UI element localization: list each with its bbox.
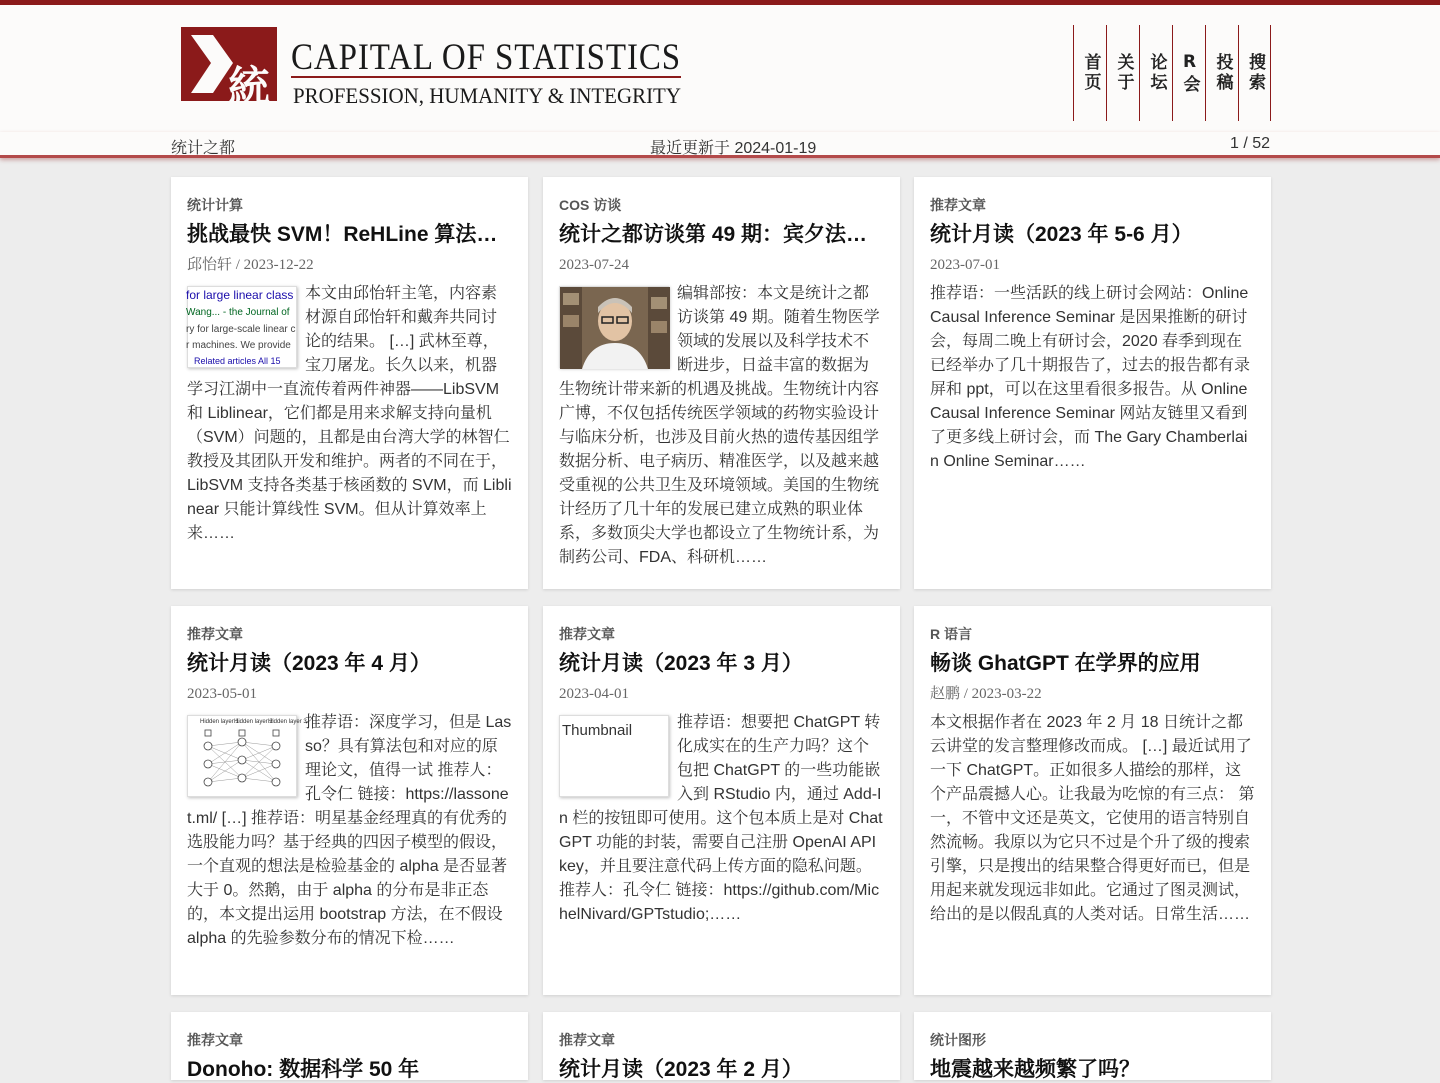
post-thumbnail[interactable] xyxy=(187,286,297,368)
logo-glyph: 統 xyxy=(228,62,271,111)
post-title[interactable]: 统计月读（2023 年 3 月） xyxy=(559,652,803,675)
post-category[interactable]: COS 访谈 xyxy=(559,197,622,213)
thumb-line-2: Wang... - the Journal of xyxy=(186,307,290,318)
post-meta: 2023-07-24 xyxy=(559,257,629,273)
nav-about-label: 关于 xyxy=(1113,53,1134,93)
post-title[interactable]: 地震越来越频繁了吗？ xyxy=(930,1058,1140,1081)
post-card xyxy=(543,606,900,995)
post-card xyxy=(171,1012,528,1080)
post-excerpt: 编辑部按：本文是统计之都访谈第 49 期。随着生物医学领域的发展以及科学技术不断进步，日益丰富的数据为生物统计带来新的机遇及挑战。生物统计内容广博，不仅包括传统医学领域的药物实验设计与临床分析，也涉及目前火热的遗传基因组学数据分析、电子病历、精准医学，以及越来越受重视的公共卫生及环境领域。美国的生物统计经历了几十年的发展已建立成熟的职业体系，多数顶尖大学也都设立了生物统计系，为制药公司、FDA、科研机…… xyxy=(559,285,880,566)
portrait-photo-image xyxy=(560,287,670,369)
post-title[interactable]: 统计月读（2023 年 5-6 月） xyxy=(930,223,1193,246)
site-name[interactable]: 统计之都 xyxy=(171,140,236,157)
nn-layer-label-1: Hidden layer 1 xyxy=(200,719,239,725)
post-meta: 2023-05-01 xyxy=(187,686,257,702)
post-title[interactable]: 统计之都访谈第 49 期：宾夕法… xyxy=(559,223,868,246)
nn-layer-label-3: Hidden layer 3 xyxy=(268,719,307,725)
search-results-thumbnail-image xyxy=(188,287,298,369)
nav-submit[interactable] xyxy=(1205,25,1238,121)
post-meta: 赵鹏 / 2023-03-22 xyxy=(930,686,1042,702)
post-category[interactable]: 推荐文章 xyxy=(930,197,986,213)
nav-forum[interactable] xyxy=(1139,25,1172,121)
nav-home-label: 首页 xyxy=(1080,53,1101,93)
post-title[interactable]: Donoho: 数据科学 50 年 xyxy=(187,1058,420,1081)
thumb-line-1: for large linear class xyxy=(186,288,294,302)
post-title[interactable]: 挑战最快 SVM！ReHLine 算法… xyxy=(187,223,498,246)
post-title[interactable]: 统计月读（2023 年 2 月） xyxy=(559,1058,803,1081)
last-updated: 最近更新于 2024-01-19 xyxy=(650,140,817,157)
page-indicator: 1 / 52 xyxy=(1229,135,1270,152)
post-card xyxy=(171,606,528,995)
post-thumbnail[interactable] xyxy=(559,286,669,368)
post-title[interactable]: 畅谈 GhatGPT 在学界的应用 xyxy=(930,652,1201,675)
post-title[interactable]: 统计月读（2023 年 4 月） xyxy=(187,652,431,675)
nav-about[interactable] xyxy=(1106,25,1139,121)
post-excerpt-block xyxy=(559,711,884,927)
nav-r-conference-label: R会 xyxy=(1179,51,1200,95)
logo-tagline: PROFESSION, HUMANITY & INTEGRITY xyxy=(293,83,682,108)
post-card xyxy=(543,177,900,589)
neural-network-diagram-image xyxy=(188,716,307,798)
post-excerpt-block xyxy=(187,282,512,546)
status-bar xyxy=(0,132,1440,158)
post-category[interactable]: 推荐文章 xyxy=(187,626,243,642)
post-category[interactable]: R 语言 xyxy=(930,626,972,642)
broken-image-icon: Thumbnail xyxy=(562,722,633,739)
post-excerpt-block xyxy=(187,711,512,951)
logo-graphic xyxy=(181,27,686,109)
post-excerpt: 本文由邱怡轩主笔，内容素材源自邱怡轩和戴奔共同讨论的结果。 […] 武林至尊，宝刀屠龙。长久以来，机器学习江湖中一直流传着两件神器——LibSVM 和 Liblinear，它们都是用来求解支持向量机（SVM）问题的，且都是由台湾大学的林智仁教授及其团队开发和维护。两者的不同在于，LibSVM 支持各类基于核函数的 SVM，而 Liblinear 只能计算线性 SVM。但从计算效率上来…… xyxy=(187,285,512,542)
site-header xyxy=(0,5,1440,132)
nav-search[interactable] xyxy=(1238,25,1271,121)
post-category[interactable]: 推荐文章 xyxy=(187,1032,243,1048)
post-meta: 邱怡轩 / 2023-12-22 xyxy=(187,257,314,273)
post-category[interactable]: 推荐文章 xyxy=(559,626,615,642)
nn-layer-label-2: Hidden layer 2 xyxy=(234,719,273,725)
post-excerpt: 本文根据作者在 2023 年 2 月 18 日统计之都云讲堂的发言整理修改而成。 […] 最近试用了一下 ChatGPT。正如很多人描绘的那样，这个产品震撼人心。让我最为吃惊的有三点： 第一，不管中文还是英文，它使用的语言特别自然流畅。我原以为它只不过是个升了级的搜索引擎，只是搜出的结果整合得更好而已，但是用起来就发现远非如此。它通过了图灵测试，给出的是以假乱真的人类对话。日常生活…… xyxy=(930,714,1255,923)
post-meta: 2023-07-01 xyxy=(930,257,1000,273)
post-thumbnail[interactable] xyxy=(559,715,669,797)
post-excerpt: 推荐语：想要把 ChatGPT 转化成实在的生产力吗？这个包把 ChatGPT 的一些功能嵌入到 RStudio 内，通过 Add-In 栏的按钮即可使用。这个包本质上是对 ChatGPT 功能的封装，需要自己注册 OpenAI API key，并且要注意代码上传方面的隐私问题。 推荐人：孔令仁 链接：https://github.com/MichelNivard/GPTstudio;…… xyxy=(559,714,883,923)
post-excerpt: 推荐语：深度学习，但是 Lasso？具有算法包和对应的原理论文，值得一试 推荐人：孔令仁 链接：https://lassonet.ml/ […] 推荐语：明星基金经理真的有优秀的选股能力吗？基于经典的四因子模型的假设，一个直观的想法是检验基金的 alpha 是否显著大于 0。然鹅，由于 alpha 的分布是非正态的，本文提出运用 bootstrap 方法，在不假设 alpha 的先验参数分布的情况下检…… xyxy=(187,714,512,947)
post-category[interactable]: 统计计算 xyxy=(187,197,243,213)
main-nav xyxy=(1073,25,1271,121)
thumb-line-3: ry for large-scale linear c xyxy=(186,324,296,335)
logo-title: CAPITAL OF STATISTICS xyxy=(291,37,681,78)
nav-r-conference[interactable] xyxy=(1172,25,1205,121)
nav-home[interactable] xyxy=(1073,25,1106,121)
nav-forum-label: 论坛 xyxy=(1146,53,1167,93)
post-excerpt: 推荐语：一些活跃的线上研讨会网站：Online Causal Inference Seminar 是因果推断的研讨会，每周二晚上有研讨会，2020 春季到现在已经举办了几十期报告了，过去的报告都有录屏和 ppt，可以在这里看很多报告。从 Online Causal Inference Seminar 网站友链里又看到了更多线上研讨会，而 The Gary Chamberlain Online Seminar…… xyxy=(930,285,1251,470)
post-excerpt-block xyxy=(559,282,884,570)
post-card xyxy=(171,177,528,589)
post-category[interactable]: 推荐文章 xyxy=(559,1032,615,1048)
post-card xyxy=(914,1012,1271,1080)
post-meta: 2023-04-01 xyxy=(559,686,629,702)
post-card xyxy=(914,606,1271,995)
nav-submit-label: 投稿 xyxy=(1212,53,1233,93)
nav-search-label: 搜索 xyxy=(1245,53,1265,93)
thumb-line-4: r machines. We provide xyxy=(186,340,291,351)
thumb-line-5: Related articles All 15 xyxy=(194,356,281,366)
post-category[interactable]: 统计图形 xyxy=(930,1032,986,1048)
post-thumbnail[interactable] xyxy=(187,715,307,797)
post-card xyxy=(914,177,1271,589)
post-card xyxy=(543,1012,900,1080)
site-logo[interactable] xyxy=(181,27,686,109)
